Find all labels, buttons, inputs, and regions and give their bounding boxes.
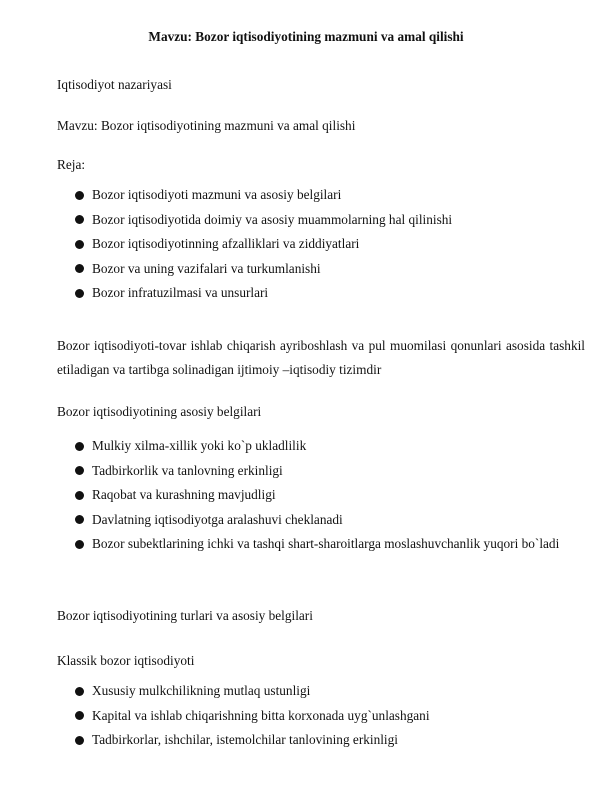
- feature-item-text: Mulkiy xilma-xillik yoki ko`p ukladlilik: [92, 438, 307, 453]
- plan-list: [0, 183, 612, 306]
- feature-item-text: Bozor subektlarining ichki va tashqi shart-sharoitlarga moslashuvchanlik yuqori bo`ladi: [92, 536, 560, 551]
- bullet-icon: [75, 515, 84, 524]
- plan-item: [0, 257, 612, 282]
- features-list: [0, 434, 612, 557]
- plan-item-text: Bozor infratuzilmasi va unsurlari: [92, 285, 269, 300]
- bullet-icon: [75, 264, 84, 273]
- classic-item-text: Kapital va ishlab chiqarishning bitta korxonada uyg`unlashgani: [92, 707, 430, 723]
- bullet-icon: [75, 711, 84, 720]
- bullet-icon: [75, 540, 84, 549]
- bullet-icon: [75, 215, 84, 224]
- document-title: Mavzu: Bozor iqtisodiyotining mazmuni va amal qilishi: [148, 29, 464, 44]
- classic-item: [0, 728, 612, 753]
- classic-item: [0, 679, 612, 704]
- bullet-icon: [75, 491, 84, 500]
- classic-list: [0, 679, 612, 753]
- classic-item-text: Xususiy mulkchilikning mutlaq ustunligi: [92, 683, 311, 698]
- classic-item: [0, 704, 612, 729]
- plan-item: [0, 183, 612, 208]
- classic-item-text: Tadbirkorlar, ishchilar, istemolchilar tanlovining erkinligi: [92, 732, 398, 747]
- plan-item-text: Bozor iqtisodiyotida doimiy va asosiy muammolarning hal qilinishi: [92, 211, 453, 227]
- bullet-icon: [75, 736, 84, 745]
- feature-item: [0, 434, 612, 459]
- plan-item-text: Bozor iqtisodiyotinning afzalliklari va ziddiyatlari: [92, 236, 360, 251]
- bullet-icon: [75, 687, 84, 696]
- feature-item: [0, 508, 612, 533]
- bullet-icon: [75, 191, 84, 200]
- plan-item-text: Bozor va uning vazifalari va turkumlanishi: [92, 260, 321, 276]
- plan-label: Reja:: [57, 157, 86, 172]
- bullet-icon: [75, 442, 84, 451]
- plan-item: [0, 232, 612, 257]
- feature-item: [0, 459, 612, 484]
- plan-item: [0, 281, 612, 306]
- classic-heading: Klassik bozor iqtisodiyoti: [57, 653, 195, 668]
- feature-item-text: Raqobat va kurashning mavjudligi: [92, 487, 276, 502]
- topic-line: Mavzu: Bozor iqtisodiyotining mazmuni va amal qilishi: [57, 118, 356, 133]
- feature-item-text: Tadbirkorlik va tanlovning erkinligi: [92, 462, 283, 478]
- feature-item: [0, 483, 612, 508]
- plan-item-text: Bozor iqtisodiyoti mazmuni va asosiy belgilari: [92, 187, 342, 202]
- features-heading: Bozor iqtisodiyotining asosiy belgilari: [57, 404, 262, 419]
- bullet-icon: [75, 289, 84, 298]
- feature-item-text: Davlatning iqtisodiyotga aralashuvi cheklanadi: [92, 511, 343, 527]
- plan-item: [0, 208, 612, 233]
- types-heading: Bozor iqtisodiyotining turlari va asosiy belgilari: [57, 608, 313, 623]
- bullet-icon: [75, 240, 84, 249]
- subject-line: Iqtisodiyot nazariyasi: [57, 77, 172, 92]
- bullet-icon: [75, 466, 84, 475]
- definition-paragraph: Bozor iqtisodiyoti-tovar ishlab chiqarish ayriboshlash va pul muomilasi qonunlari asosida tashkil etiladigan va tartibga solinadigan ijtimoiy –iqtisodiy tizimdir: [57, 338, 585, 377]
- feature-item: [0, 532, 612, 557]
